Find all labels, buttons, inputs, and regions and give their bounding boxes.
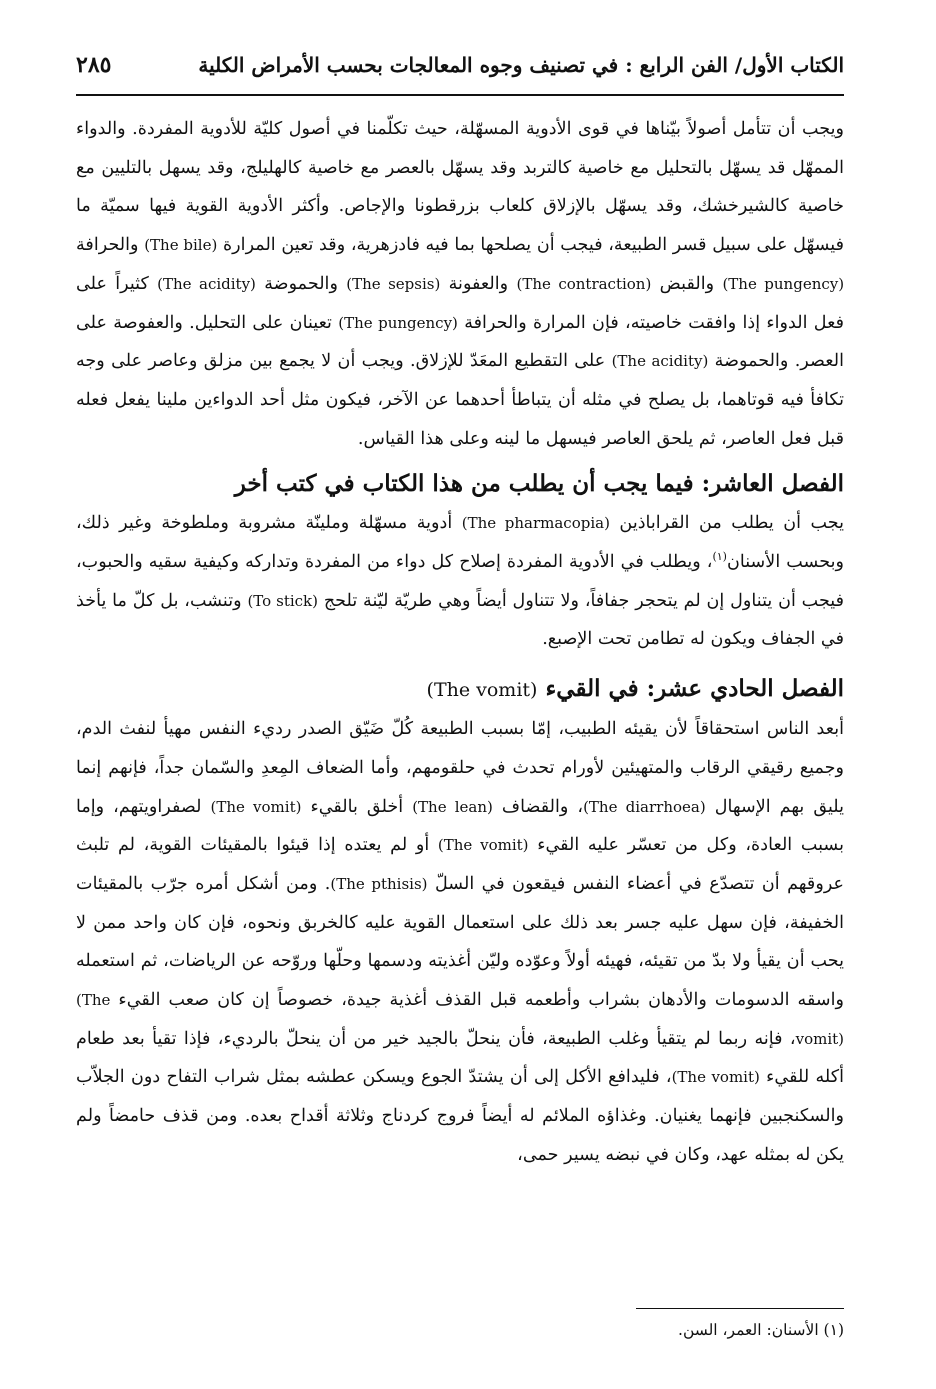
- english-term: (The vomit): [210, 797, 302, 816]
- section-heading-11: [76, 669, 844, 710]
- english-term: (The vomit): [437, 836, 529, 855]
- header-rule: [76, 94, 844, 96]
- text-segment: وتنشب، بل كلّ ما يأخذ في الجفاف ويكون له تطامن تحت الإصبع.: [76, 590, 844, 650]
- text-segment: . ومن أشكل أمره جرّب بالمقيئات الخفيفة، فإن سهل عليه جسر بعد ذلك على استعمال القوية عليه كالخربق ونحوه، فإن كان واحد ممن لا يحب أن يقيأ ولا بدّ من تقيئه، فهيئه أولاً وعوّده وليّن أغذيته ودسمها وحلّها وروّحه عن الرياضات، ثم استعمله واسقه الدسومات والأدهان بشراب وأطعمه قبل القذف أغذية جيدة، خصوصاً إن كان صعب القيء: [76, 873, 845, 1011]
- text-segment: ويجب أن تتأمل أصولاً بيّناها في قوى الأدوية المسهّلة، حيث تكلّمنا في أصول كليّة للأدوية المفردة. والدواء الممهّل قد يسهّل بالتحليل مع خاصية كالتربد وقد يسهّل بالعصر مع خاصية كالهليلج، وقد يسهل بالتليين مع خاصية كالشيرخشك، وقد يسهّل بالإزلاق كلعاب بزرقطونا والإجاص. وأكثر الأدوية القوية فيها سميّة ما فيسهّل على سبيل قسر الطبيعة، فيجب أن يصلحها بما فيه فادزهرية، وقد تعين المرارة: [76, 119, 845, 256]
- footnote-rule: [636, 1308, 844, 1309]
- english-term: (The pungency): [338, 313, 458, 332]
- footnote: (١) الأسنان: العمر، السن.: [678, 1321, 844, 1339]
- text-segment: ، ويطلب في الأدوية المفردة إصلاح كل دواء من المفردة وتداركه وكيفية سقيه والحبوب، فيجب أن يتناول إن لم يتحجر جفافاً، ولا تتناول أيضاً وهي طريّة ليّنة تلحج: [76, 552, 845, 611]
- text-segment: أخلق بالقيء: [310, 796, 404, 817]
- text-segment: ، والقضاف: [501, 796, 584, 817]
- section-heading-10: الفصل العاشر: فيما يجب أن يطلب من هذا الكتاب في كتب أخر: [234, 470, 844, 498]
- text-segment: ، فليدافع الأكل إلى أن يشتدّ الجوع ويسكن عطشه بمثل شراب التفاح دون الجلاّب والسكنجبين فإنهما يغنيان. وغذاؤه الملائم له أيضاً فروج كردناج وثلاثة أقداح بعده. ومن قذف حامضاً ولم يكن له بمثله عهد، وكان في نبضه يسير حمى،: [76, 1067, 844, 1165]
- english-term: (The contraction): [516, 274, 652, 293]
- page-body: [76, 110, 844, 1175]
- section-heading-11-title: الفصل الحادي عشر: في القيء: [545, 675, 844, 703]
- text-segment: على التقطيع المعَدّ للإزلاق. ويجب أن لا يجمع بين مزلق وعاصر على وجه تكافأ فيه قوتاهما، بل يصلح في مثله أن يتباطأ أحدهما عن الآخر، فيكون مثل أحد الدواءين ملينا يفعل فعله قبل فعل العاصر، ثم يلحق العاصر فيسهل ما لينه وعلى هذا القياس.: [76, 351, 844, 449]
- english-term: (The acidity): [157, 274, 256, 293]
- english-term: (The acidity): [611, 352, 709, 371]
- paragraph-purgatives-principles: [76, 110, 844, 458]
- english-term: (The vomit): [671, 1068, 760, 1087]
- text-segment: تعينان على التحليل. والعفوصة على العصر. والحموضة: [76, 312, 844, 372]
- english-term: (The vomit): [76, 991, 844, 1048]
- spacer: [76, 659, 844, 669]
- text-segment: ، فإنه ربما لم يتقيأ وغلب الطبيعة، فأن ينحلّ بالجيد خير من أن ينحلّ بالرديء، فإذا تقيأ بعد طعام أكله للقيء: [76, 1028, 844, 1088]
- section-heading-11-term: (The vomit): [426, 679, 538, 702]
- text-segment: والعفونة: [448, 273, 509, 294]
- english-term: (The pthisis): [330, 874, 428, 893]
- paragraph-section-10: [76, 504, 844, 659]
- english-term: (The pungency): [722, 274, 845, 293]
- text-segment: كثيراً على فعل الدواء إذا وافقت خاصيته، فإن المرارة والحرافة: [76, 273, 845, 333]
- page-number: ٢٨٥: [76, 52, 112, 78]
- text-segment: أو لم يعتده إذا قيئوا بالمقيئات القوية، لم تلبث عروقهم أن تتصدّع في أعضاء النفس فيقعون في السلّ: [76, 835, 845, 894]
- text-segment: والحموضة: [264, 273, 338, 294]
- english-term: (The lean): [412, 797, 493, 816]
- paragraph-section-11: [76, 710, 844, 1174]
- page-header: [76, 44, 844, 86]
- text-segment: والحرافة: [76, 235, 139, 256]
- text-segment: أبعد الناس استحقاقاً لأن يقيئه الطبيب، إمّا بسبب الطبيعة كُلّ ضَيّق الصدر رديء النفس مهيأ لنفث الدم، وجميع رقيقي الرقاب والمتهيئين لأورام تحدث في حلقومهم، وأما الضعاف المِعدِ والسّمان جداً، فإنهم إنما يليق بهم الإسهال: [76, 719, 845, 817]
- english-term: (The bile): [144, 236, 218, 255]
- english-term: (To stick): [247, 591, 319, 610]
- english-term: (The diarrhoea): [583, 797, 706, 816]
- text-segment: يجب أن يطلب من القراباذين: [619, 513, 844, 534]
- text-segment: أدوية مسهّلة وملينّة مشروبة وملطوخة وغير ذلك، وبحسب الأسنان: [76, 513, 844, 573]
- running-head: الكتاب الأول/ الفن الرابع : في تصنيف وجوه المعالجات بحسب الأمراض الكلية: [198, 53, 844, 77]
- footnote-reference[interactable]: (١): [712, 550, 727, 564]
- text-segment: والقبض: [659, 273, 715, 294]
- english-term: (The pharmacopia): [461, 514, 610, 533]
- text-segment: لصفراويتهم، وإما بسبب العادة، وكل من تعسّر عليه القيء: [76, 796, 845, 856]
- english-term: (The sepsis): [346, 274, 441, 293]
